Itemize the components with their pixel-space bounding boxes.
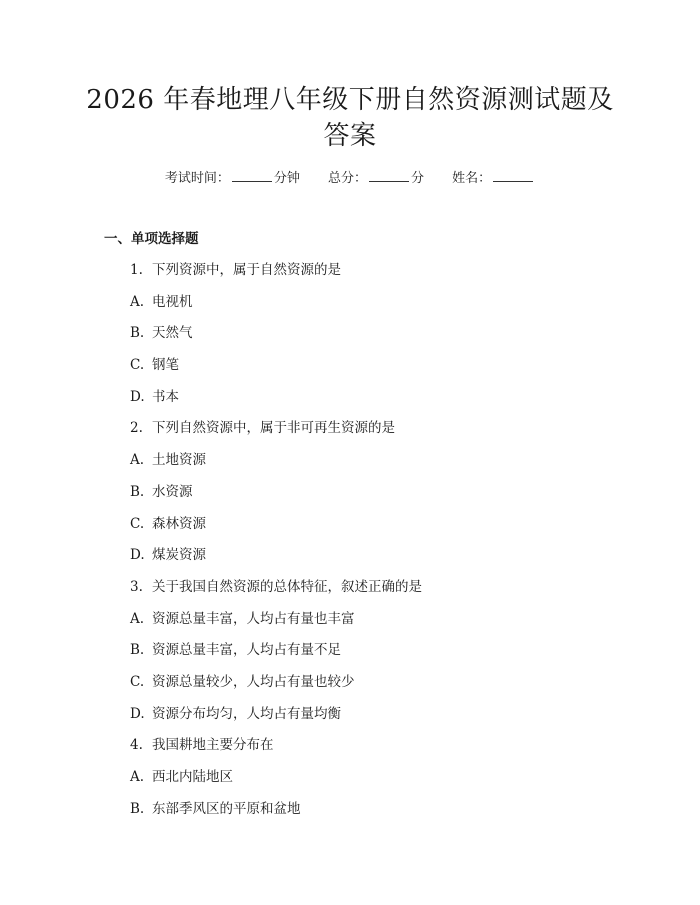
answer-option [130, 670, 630, 702]
option-letter: B. [130, 483, 145, 500]
option-letter: B. [130, 325, 145, 342]
exam-time-field [165, 168, 300, 189]
option-letter: D. [130, 547, 145, 564]
option-letter: A. [130, 610, 145, 627]
answer-option [130, 353, 630, 385]
option-text: 书本 [152, 388, 179, 405]
question-stem [130, 416, 630, 448]
answer-option [130, 607, 630, 639]
question-text: 下列自然资源中，属于非可再生资源的是 [152, 420, 395, 437]
option-text: 电视机 [152, 293, 193, 310]
student-name-label: 姓名： [452, 171, 492, 186]
answer-option [130, 448, 630, 480]
question-stem [130, 258, 630, 290]
option-letter: A. [130, 293, 145, 310]
total-score-blank [369, 168, 409, 182]
answer-option [130, 385, 630, 417]
option-text: 煤炭资源 [152, 547, 206, 564]
answer-option [130, 543, 630, 575]
answer-option [130, 512, 630, 544]
option-letter: A. [130, 769, 145, 785]
total-score-field [328, 168, 424, 189]
option-text: 资源分布均匀，人均占有量均衡 [152, 705, 341, 722]
question-number: 3. [130, 578, 143, 595]
question-text: 我国耕地主要分布在 [152, 737, 274, 754]
answer-option [130, 702, 630, 734]
answer-option [130, 797, 630, 829]
answer-option [130, 765, 630, 797]
question-text: 下列资源中，属于自然资源的是 [152, 262, 341, 278]
total-score-unit: 分 [411, 171, 425, 186]
answer-option [130, 638, 630, 670]
option-text: 西北内陆地区 [152, 769, 233, 785]
option-text: 水资源 [152, 483, 193, 500]
option-letter: D. [130, 388, 145, 405]
exam-info-row [0, 168, 700, 189]
question-stem [130, 575, 630, 607]
total-score-label: 总分： [327, 171, 367, 186]
exam-time-blank [232, 168, 272, 182]
option-text: 土地资源 [152, 452, 206, 469]
answer-option [130, 321, 630, 353]
option-text: 天然气 [152, 325, 193, 342]
option-letter: C. [130, 673, 145, 690]
option-letter: B. [130, 642, 145, 659]
answer-option [130, 480, 630, 512]
exam-time-unit: 分钟 [273, 171, 300, 186]
option-letter: C. [130, 515, 145, 532]
answer-option [130, 290, 630, 322]
question-list [130, 258, 630, 828]
page-title: 2026 年春地理八年级下册自然资源测试题及答案 [86, 85, 614, 151]
option-text: 资源总量丰富，人均占有量也丰富 [152, 610, 355, 627]
student-name-field [452, 168, 535, 189]
option-letter: C. [130, 357, 145, 374]
option-text: 钢笔 [152, 357, 179, 374]
question-number: 2. [130, 420, 143, 437]
student-name-blank [493, 168, 533, 182]
option-letter: A. [130, 452, 145, 469]
option-text: 资源总量较少，人均占有量也较少 [152, 673, 355, 690]
option-text: 东部季风区的平原和盆地 [152, 800, 301, 817]
option-letter: D. [130, 705, 145, 722]
question-stem [130, 733, 630, 765]
question-text: 关于我国自然资源的总体特征，叙述正确的是 [152, 578, 422, 595]
section-title: 一、单项选择题 [104, 231, 199, 247]
option-text: 森林资源 [152, 515, 206, 532]
question-number: 1. [130, 262, 143, 278]
exam-time-label: 考试时间： [164, 171, 230, 186]
option-letter: B. [130, 800, 145, 817]
option-text: 资源总量丰富，人均占有量不足 [152, 642, 341, 659]
question-number: 4. [130, 737, 143, 754]
